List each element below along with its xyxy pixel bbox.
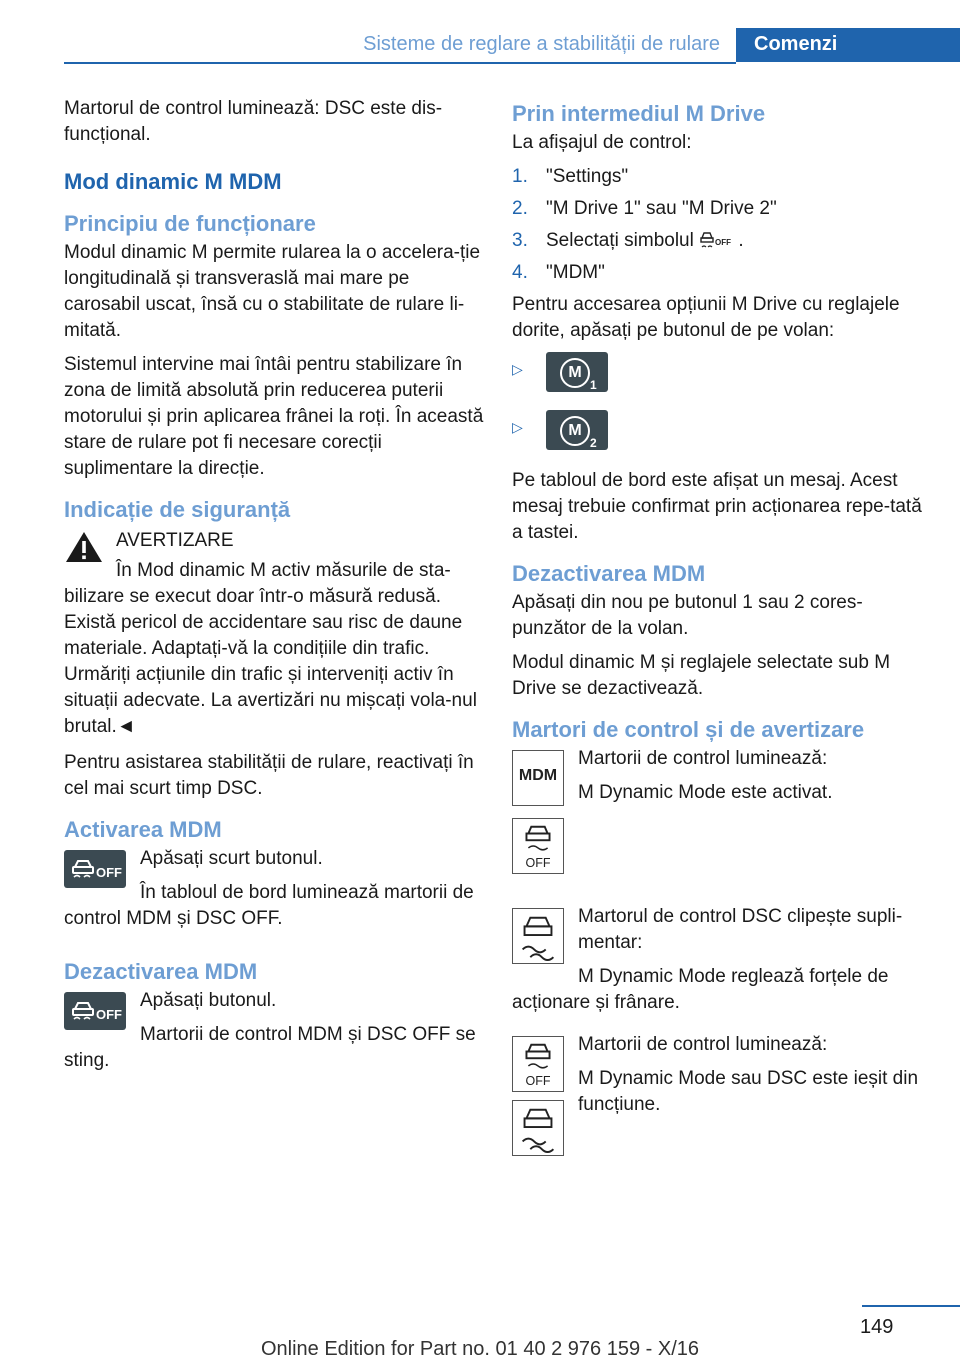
heading-indicatie: Indicație de siguranță bbox=[64, 497, 291, 522]
indicator-1-text-b: M Dynamic Mode este activat. bbox=[578, 782, 833, 803]
svg-text:OFF: OFF bbox=[715, 237, 732, 247]
heading-dezactivare-right: Dezactivarea MDM bbox=[512, 561, 706, 586]
heading-mdm: Mod dinamic M MDM bbox=[64, 169, 282, 194]
dezactivare-text-2: Modul dinamic M și reglajele selectate sub M Drive se dezactivează. bbox=[512, 652, 891, 699]
page-number: 149 bbox=[860, 1316, 894, 1338]
left-column bbox=[64, 96, 484, 1082]
paragraph-access: Pentru accesarea opțiunii M Drive cu reglajele dorite, apăsați pe butonul de pe volan: bbox=[512, 294, 900, 341]
activare-block bbox=[64, 846, 484, 932]
paragraph-principiu-2: Sistemul intervine mai întâi pentru stabilizare în zona de limită absolută prin reducerea puterii motorului și prin aplicarea frânei la roți. În această stare de rulare pot fi necesare corecții suplimentare la direcție. bbox=[64, 354, 484, 479]
activare-step-1: Apăsați scurt butonul. bbox=[140, 848, 323, 869]
indicator-3-text-a: Martorii de control luminează: bbox=[578, 1034, 828, 1055]
m2-row bbox=[512, 410, 932, 450]
list-item: 3. Selectați simbolul OFF . bbox=[512, 230, 744, 251]
heading-mdrive: Prin intermediul M Drive bbox=[512, 101, 766, 126]
indicator-row-2 bbox=[512, 904, 932, 1024]
intro-text: Martorul de control luminează: DSC este dis-funcțional. bbox=[64, 98, 443, 145]
indicator-2-text-a: Martorul de control DSC clipește supli-mentar: bbox=[578, 906, 903, 953]
dsc-off-indicator-icon bbox=[512, 818, 564, 874]
list-item: 2. "M Drive 1" sau "M Drive 2" bbox=[512, 198, 777, 219]
dezactivare-step-2: Martorii de control MDM și DSC OFF se sting. bbox=[64, 1024, 476, 1071]
dsc-off-symbol-icon bbox=[699, 230, 733, 252]
paragraph-reactivate: Pentru asistarea stabilității de rulare, reactivați în cel mai scurt timp DSC. bbox=[64, 752, 474, 799]
dsc-indicator-icon bbox=[512, 908, 564, 964]
dsc-indicator-icon bbox=[512, 1100, 564, 1156]
svg-text:OFF: OFF bbox=[525, 1074, 551, 1089]
indicator-1-text-a: Martorii de control luminează: bbox=[578, 748, 828, 769]
dsc-off-indicator-icon bbox=[512, 1036, 564, 1092]
svg-text:OFF: OFF bbox=[525, 856, 551, 871]
steps-list bbox=[512, 164, 932, 286]
m1-button-icon: M 1 bbox=[546, 352, 608, 392]
heading-dezactivare-left: Dezactivarea MDM bbox=[64, 959, 258, 984]
indicator-2-text-b: M Dynamic Mode reglează forțele de acționare și frânare. bbox=[512, 966, 889, 1013]
paragraph-principiu-1: Modul dinamic M permite rularea la o accelera-ție longitudinală și transveraslă mai mare pe carosabil uscat, însă cu o stabilitate de rulare li-mitată. bbox=[64, 242, 481, 341]
activare-step-2: În tabloul de bord luminează martorii de control MDM și DSC OFF. bbox=[64, 882, 474, 929]
footer-rule bbox=[862, 1305, 960, 1307]
indicator-3-text-b: M Dynamic Mode sau DSC este ieșit din funcțiune. bbox=[578, 1068, 919, 1115]
indicator-row-3 bbox=[512, 1032, 932, 1118]
dsc-off-button-icon: OFF bbox=[64, 850, 126, 888]
mdm-indicator-icon: MDM bbox=[512, 750, 564, 806]
footer-edition: Online Edition for Part no. 01 40 2 976 159 - X/16 bbox=[260, 1338, 700, 1360]
warning-triangle-icon bbox=[64, 530, 104, 564]
header-rule bbox=[64, 62, 736, 64]
triangle-bullet-icon: ▷ bbox=[512, 419, 523, 435]
dezactivare-text-1: Apăsați din nou pe butonul 1 sau 2 cores-punzător de la volan. bbox=[512, 592, 863, 639]
m1-row bbox=[512, 352, 932, 392]
dezactivare-step-1: Apăsați butonul. bbox=[140, 990, 277, 1011]
afisaj-text: La afișajul de control: bbox=[512, 132, 692, 153]
warning-title: AVERTIZARE bbox=[116, 530, 234, 551]
warning-block bbox=[64, 528, 484, 740]
list-item: 1. "Settings" bbox=[512, 166, 629, 187]
indicator-row-1 bbox=[512, 746, 932, 896]
paragraph-mesaj: Pe tabloul de bord este afișat un mesaj. Acest mesaj trebuie confirmat prin acționarea repe-tată a tastei. bbox=[512, 470, 922, 543]
m2-button-icon: M 2 bbox=[546, 410, 608, 450]
triangle-bullet-icon: ▷ bbox=[512, 361, 523, 377]
header-chapter-tab: Comenzi bbox=[736, 28, 960, 62]
heading-martori: Martori de control și de avertizare bbox=[512, 717, 865, 742]
heading-principiu: Principiu de funcționare bbox=[64, 211, 316, 236]
list-item: 4. "MDM" bbox=[512, 262, 605, 283]
warning-text: În Mod dinamic M activ măsurile de sta-bilizare se execut doar într-o măsură redusă. Există pericol de accidentare sau risc de daune materiale. Adaptați-vă la condițiile din trafic. Urmăriți acțiunile din trafic și interveniți activ în situații adecvate. La avertizări nu mișcați vola-nul brutal.◄ bbox=[64, 560, 477, 737]
header-section-title: Sisteme de reglare a stabilității de rulare bbox=[363, 33, 720, 55]
dezactivare-block bbox=[64, 988, 484, 1074]
heading-activare: Activarea MDM bbox=[64, 817, 222, 842]
dsc-off-button-icon: OFF bbox=[64, 992, 126, 1030]
right-column bbox=[512, 96, 932, 1126]
